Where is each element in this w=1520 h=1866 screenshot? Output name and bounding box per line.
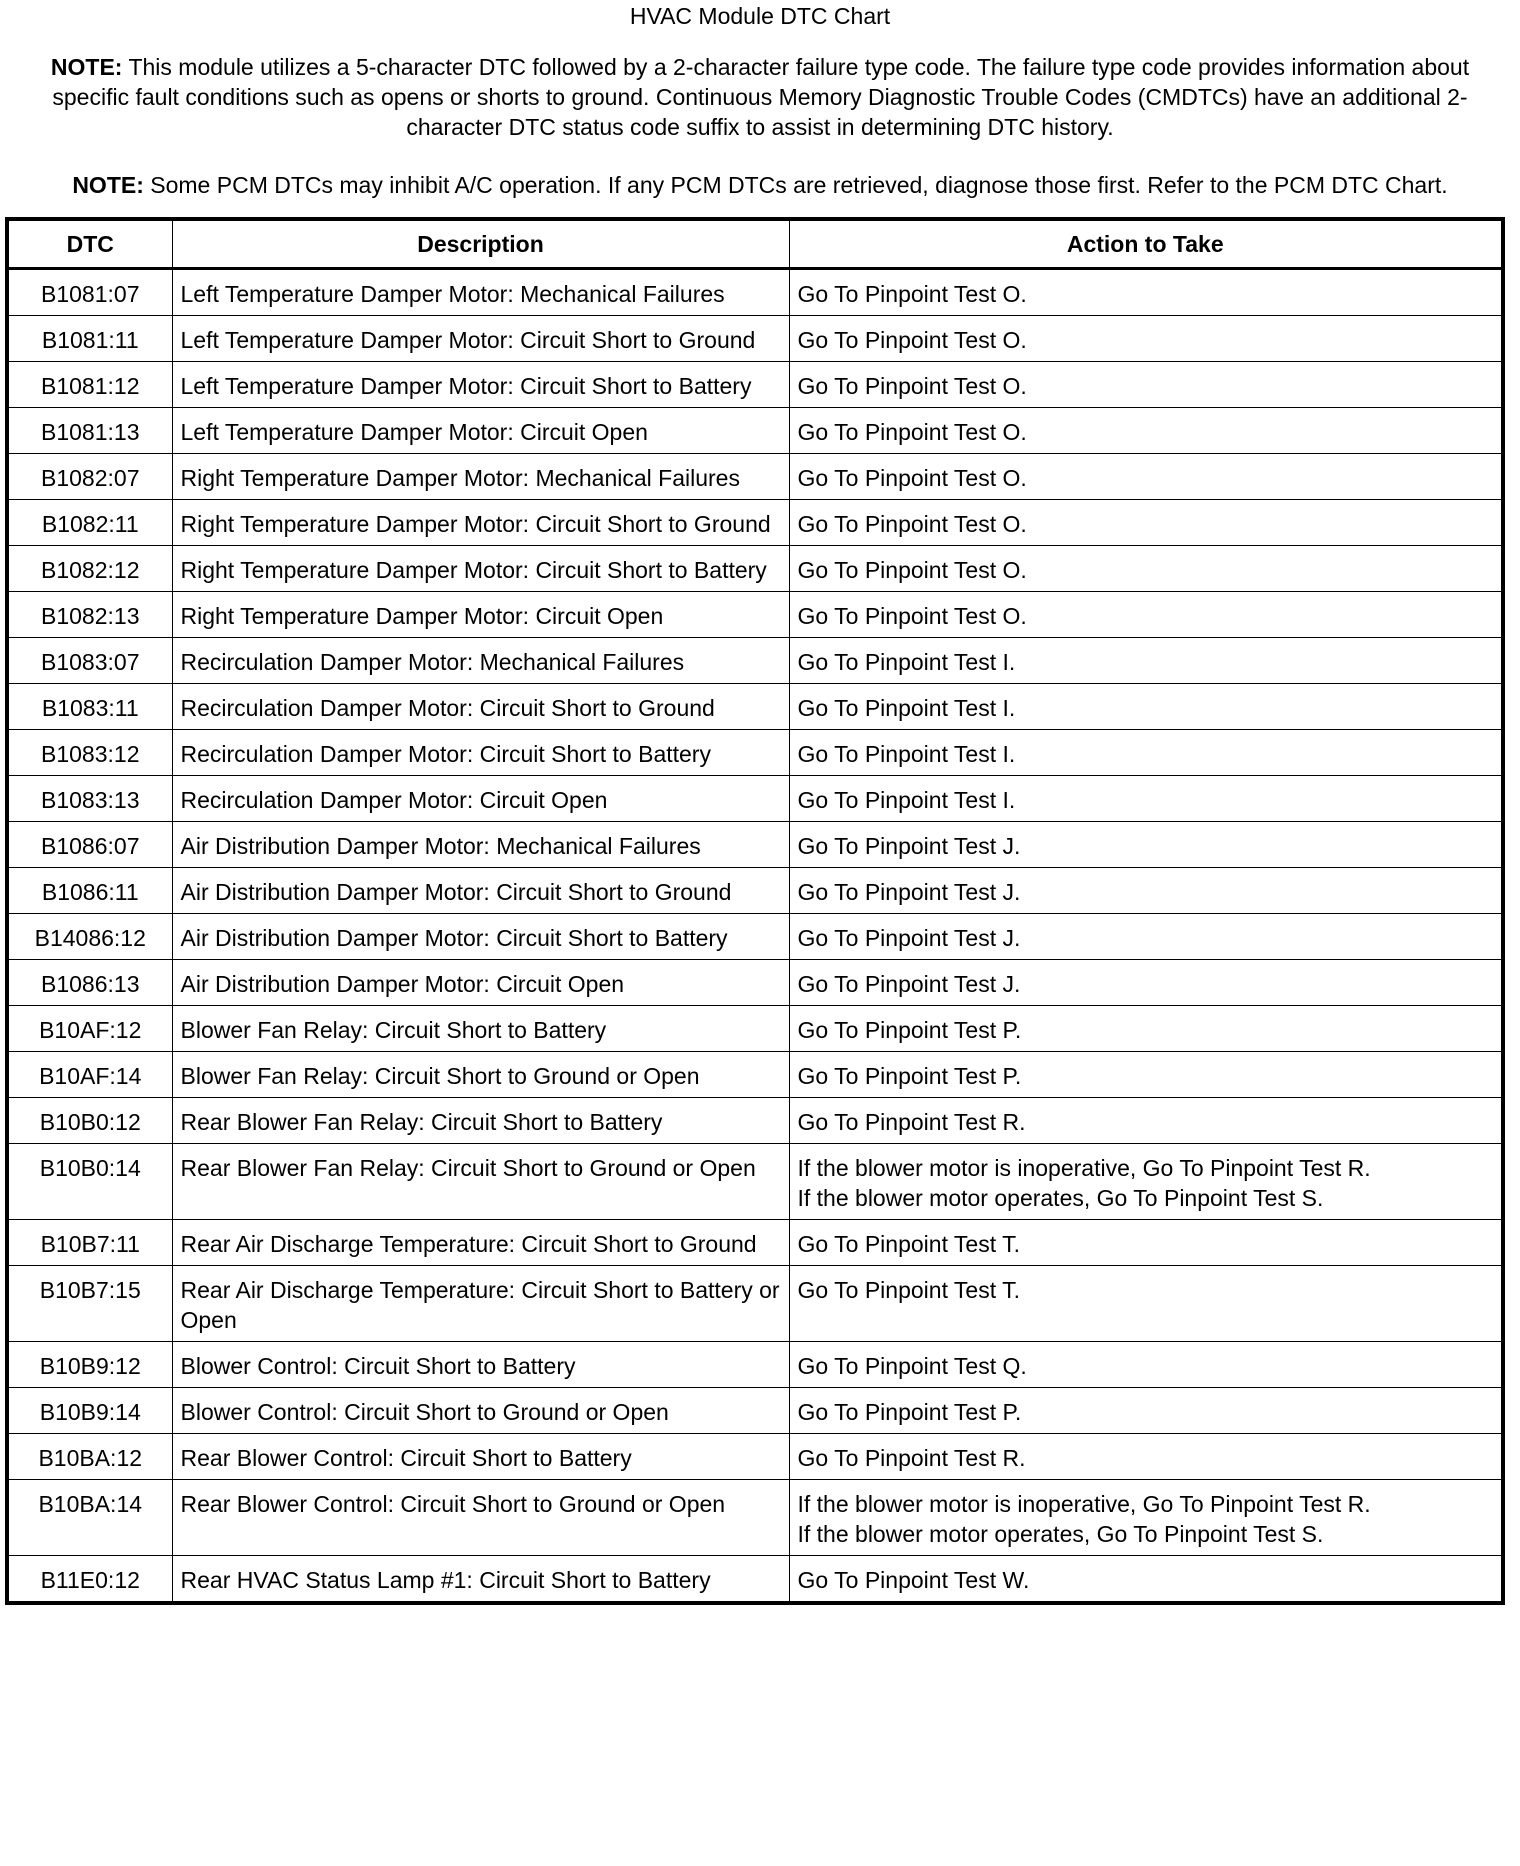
dtc-code-cell: B1081:13 — [7, 408, 172, 454]
action-cell — [789, 1342, 1503, 1388]
description-cell: Recirculation Damper Motor: Mechanical Failures — [172, 638, 789, 684]
action-line: If the blower motor is inoperative, Go To Pinpoint Test R. — [797, 1155, 1371, 1181]
table-row — [7, 638, 1503, 684]
dtc-code-cell: B10BA:14 — [7, 1480, 172, 1556]
dtc-code-cell: B1083:12 — [7, 730, 172, 776]
action-line: Go To Pinpoint Test I. — [797, 649, 1016, 675]
dtc-code-cell: B10B0:14 — [7, 1144, 172, 1220]
column-header-dtc: DTC — [7, 219, 172, 269]
action-line: Go To Pinpoint Test J. — [797, 971, 1021, 997]
action-line: Go To Pinpoint Test O. — [797, 557, 1027, 583]
table-row — [7, 914, 1503, 960]
description-cell: Left Temperature Damper Motor: Circuit Open — [172, 408, 789, 454]
action-cell — [789, 1434, 1503, 1480]
note-text: Some PCM DTCs may inhibit A/C operation. If any PCM DTCs are retrieved, diagnose those first. Refer to the PCM DTC Chart. — [143, 172, 1448, 198]
action-line: Go To Pinpoint Test J. — [797, 833, 1021, 859]
description-cell: Rear Blower Control: Circuit Short to Ground or Open — [172, 1480, 789, 1556]
action-cell — [789, 454, 1503, 500]
description-cell: Left Temperature Damper Motor: Circuit Short to Ground — [172, 316, 789, 362]
table-row — [7, 776, 1503, 822]
page-title: HVAC Module DTC Chart — [629, 3, 891, 29]
action-cell — [789, 1220, 1503, 1266]
action-line: Go To Pinpoint Test W. — [797, 1567, 1030, 1593]
table-row — [7, 362, 1503, 408]
action-cell — [789, 1388, 1503, 1434]
table-body — [7, 269, 1503, 1604]
action-line: Go To Pinpoint Test J. — [797, 879, 1021, 905]
action-line: Go To Pinpoint Test R. — [797, 1109, 1026, 1135]
table-row — [7, 269, 1503, 316]
table-row — [7, 408, 1503, 454]
description-cell: Rear Blower Fan Relay: Circuit Short to Ground or Open — [172, 1144, 789, 1220]
dtc-code-cell: B1086:13 — [7, 960, 172, 1006]
description-cell: Right Temperature Damper Motor: Circuit Short to Ground — [172, 500, 789, 546]
action-line: If the blower motor operates, Go To Pinpoint Test S. — [797, 1185, 1324, 1211]
description-cell: Blower Control: Circuit Short to Ground or Open — [172, 1388, 789, 1434]
action-line: If the blower motor operates, Go To Pinpoint Test S. — [797, 1521, 1324, 1547]
table-row — [7, 1006, 1503, 1052]
description-cell: Blower Fan Relay: Circuit Short to Ground or Open — [172, 1052, 789, 1098]
action-cell — [789, 822, 1503, 868]
description-cell: Left Temperature Damper Motor: Mechanical Failures — [172, 269, 789, 316]
description-cell: Air Distribution Damper Motor: Circuit Short to Battery — [172, 914, 789, 960]
dtc-code-cell: B10B9:12 — [7, 1342, 172, 1388]
note-label: NOTE: — [50, 54, 123, 80]
action-cell — [789, 1098, 1503, 1144]
action-cell — [789, 868, 1503, 914]
action-line: Go To Pinpoint Test I. — [797, 741, 1016, 767]
action-line: Go To Pinpoint Test O. — [797, 603, 1027, 629]
note-failure-type-code — [14, 52, 1506, 142]
action-line: Go To Pinpoint Test P. — [797, 1017, 1022, 1043]
dtc-code-cell: B11E0:12 — [7, 1556, 172, 1604]
description-cell: Rear Blower Control: Circuit Short to Battery — [172, 1434, 789, 1480]
note-label: NOTE: — [72, 172, 144, 198]
action-line: Go To Pinpoint Test O. — [797, 281, 1027, 307]
table-row — [7, 1144, 1503, 1220]
table-row — [7, 1220, 1503, 1266]
action-line: Go To Pinpoint Test T. — [797, 1277, 1020, 1303]
action-line: Go To Pinpoint Test I. — [797, 695, 1016, 721]
action-cell — [789, 776, 1503, 822]
action-cell — [789, 362, 1503, 408]
table-row — [7, 500, 1503, 546]
table-row — [7, 546, 1503, 592]
dtc-code-cell: B10AF:12 — [7, 1006, 172, 1052]
description-cell: Recirculation Damper Motor: Circuit Short to Ground — [172, 684, 789, 730]
dtc-code-cell: B10B9:14 — [7, 1388, 172, 1434]
description-cell: Rear Air Discharge Temperature: Circuit Short to Ground — [172, 1220, 789, 1266]
note-pcm-dtcs — [0, 170, 1520, 200]
action-line: Go To Pinpoint Test O. — [797, 465, 1027, 491]
dtc-code-cell: B1086:07 — [7, 822, 172, 868]
dtc-code-cell: B10AF:14 — [7, 1052, 172, 1098]
action-cell — [789, 914, 1503, 960]
dtc-code-cell: B10B7:15 — [7, 1266, 172, 1342]
dtc-code-cell: B14086:12 — [7, 914, 172, 960]
table-row — [7, 684, 1503, 730]
dtc-code-cell: B1082:13 — [7, 592, 172, 638]
table-row — [7, 1098, 1503, 1144]
dtc-code-cell: B10B7:11 — [7, 1220, 172, 1266]
description-cell: Recirculation Damper Motor: Circuit Short to Battery — [172, 730, 789, 776]
action-line: Go To Pinpoint Test O. — [797, 373, 1027, 399]
action-line: Go To Pinpoint Test I. — [797, 787, 1016, 813]
description-cell: Rear Air Discharge Temperature: Circuit Short to Battery or Open — [172, 1266, 789, 1342]
column-header-description: Description — [172, 219, 789, 269]
action-cell — [789, 638, 1503, 684]
description-cell: Rear HVAC Status Lamp #1: Circuit Short to Battery — [172, 1556, 789, 1604]
action-cell — [789, 500, 1503, 546]
action-cell — [789, 316, 1503, 362]
table-row — [7, 316, 1503, 362]
dtc-code-cell: B1081:12 — [7, 362, 172, 408]
description-cell: Air Distribution Damper Motor: Circuit Open — [172, 960, 789, 1006]
action-cell — [789, 546, 1503, 592]
action-cell — [789, 1480, 1503, 1556]
description-cell: Right Temperature Damper Motor: Circuit Open — [172, 592, 789, 638]
action-line: Go To Pinpoint Test O. — [797, 419, 1027, 445]
note-text: This module utilizes a 5-character DTC followed by a 2-character failure type code. The failure type code provides information about specific fault conditions such as opens or shorts to ground. Continuous Memory Diagnostic Trouble Codes (CMDTCs) have an additional 2-character DTC status code suffix to assist in determining DTC history. — [52, 54, 1470, 140]
table-row — [7, 592, 1503, 638]
action-line: Go To Pinpoint Test P. — [797, 1399, 1022, 1425]
dtc-code-cell: B1082:07 — [7, 454, 172, 500]
table-row — [7, 822, 1503, 868]
action-cell — [789, 1052, 1503, 1098]
action-line: If the blower motor is inoperative, Go To Pinpoint Test R. — [797, 1491, 1371, 1517]
action-cell — [789, 408, 1503, 454]
dtc-code-cell: B10BA:12 — [7, 1434, 172, 1480]
dtc-code-cell: B1081:11 — [7, 316, 172, 362]
table-row — [7, 1388, 1503, 1434]
action-cell — [789, 1266, 1503, 1342]
action-cell — [789, 730, 1503, 776]
table-row — [7, 1052, 1503, 1098]
action-line: Go To Pinpoint Test O. — [797, 327, 1027, 353]
table-row — [7, 1480, 1503, 1556]
column-header-action: Action to Take — [789, 219, 1503, 269]
action-line: Go To Pinpoint Test Q. — [797, 1353, 1027, 1379]
table-row — [7, 454, 1503, 500]
action-cell — [789, 1006, 1503, 1052]
dtc-code-cell: B1082:11 — [7, 500, 172, 546]
table-row — [7, 1266, 1503, 1342]
action-line: Go To Pinpoint Test R. — [797, 1445, 1026, 1471]
description-cell: Right Temperature Damper Motor: Circuit Short to Battery — [172, 546, 789, 592]
action-cell — [789, 1556, 1503, 1604]
action-cell — [789, 269, 1503, 316]
dtc-table — [5, 217, 1505, 1605]
description-cell: Left Temperature Damper Motor: Circuit Short to Battery — [172, 362, 789, 408]
description-cell: Rear Blower Fan Relay: Circuit Short to Battery — [172, 1098, 789, 1144]
action-line: Go To Pinpoint Test O. — [797, 511, 1027, 537]
table-header-row — [7, 219, 1503, 269]
dtc-code-cell: B1086:11 — [7, 868, 172, 914]
dtc-code-cell: B1083:11 — [7, 684, 172, 730]
table-row — [7, 868, 1503, 914]
description-cell: Air Distribution Damper Motor: Circuit Short to Ground — [172, 868, 789, 914]
action-cell — [789, 684, 1503, 730]
action-cell — [789, 960, 1503, 1006]
dtc-code-cell: B10B0:12 — [7, 1098, 172, 1144]
description-cell: Recirculation Damper Motor: Circuit Open — [172, 776, 789, 822]
action-cell — [789, 592, 1503, 638]
description-cell: Blower Control: Circuit Short to Battery — [172, 1342, 789, 1388]
dtc-code-cell: B1082:12 — [7, 546, 172, 592]
table-row — [7, 960, 1503, 1006]
action-line: Go To Pinpoint Test T. — [797, 1231, 1020, 1257]
action-cell — [789, 1144, 1503, 1220]
table-row — [7, 730, 1503, 776]
table-row — [7, 1434, 1503, 1480]
table-row — [7, 1556, 1503, 1604]
description-cell: Right Temperature Damper Motor: Mechanical Failures — [172, 454, 789, 500]
action-line: Go To Pinpoint Test J. — [797, 925, 1021, 951]
description-cell: Air Distribution Damper Motor: Mechanical Failures — [172, 822, 789, 868]
action-line: Go To Pinpoint Test P. — [797, 1063, 1022, 1089]
dtc-code-cell: B1083:07 — [7, 638, 172, 684]
dtc-code-cell: B1081:07 — [7, 269, 172, 316]
dtc-code-cell: B1083:13 — [7, 776, 172, 822]
description-cell: Blower Fan Relay: Circuit Short to Battery — [172, 1006, 789, 1052]
table-row — [7, 1342, 1503, 1388]
